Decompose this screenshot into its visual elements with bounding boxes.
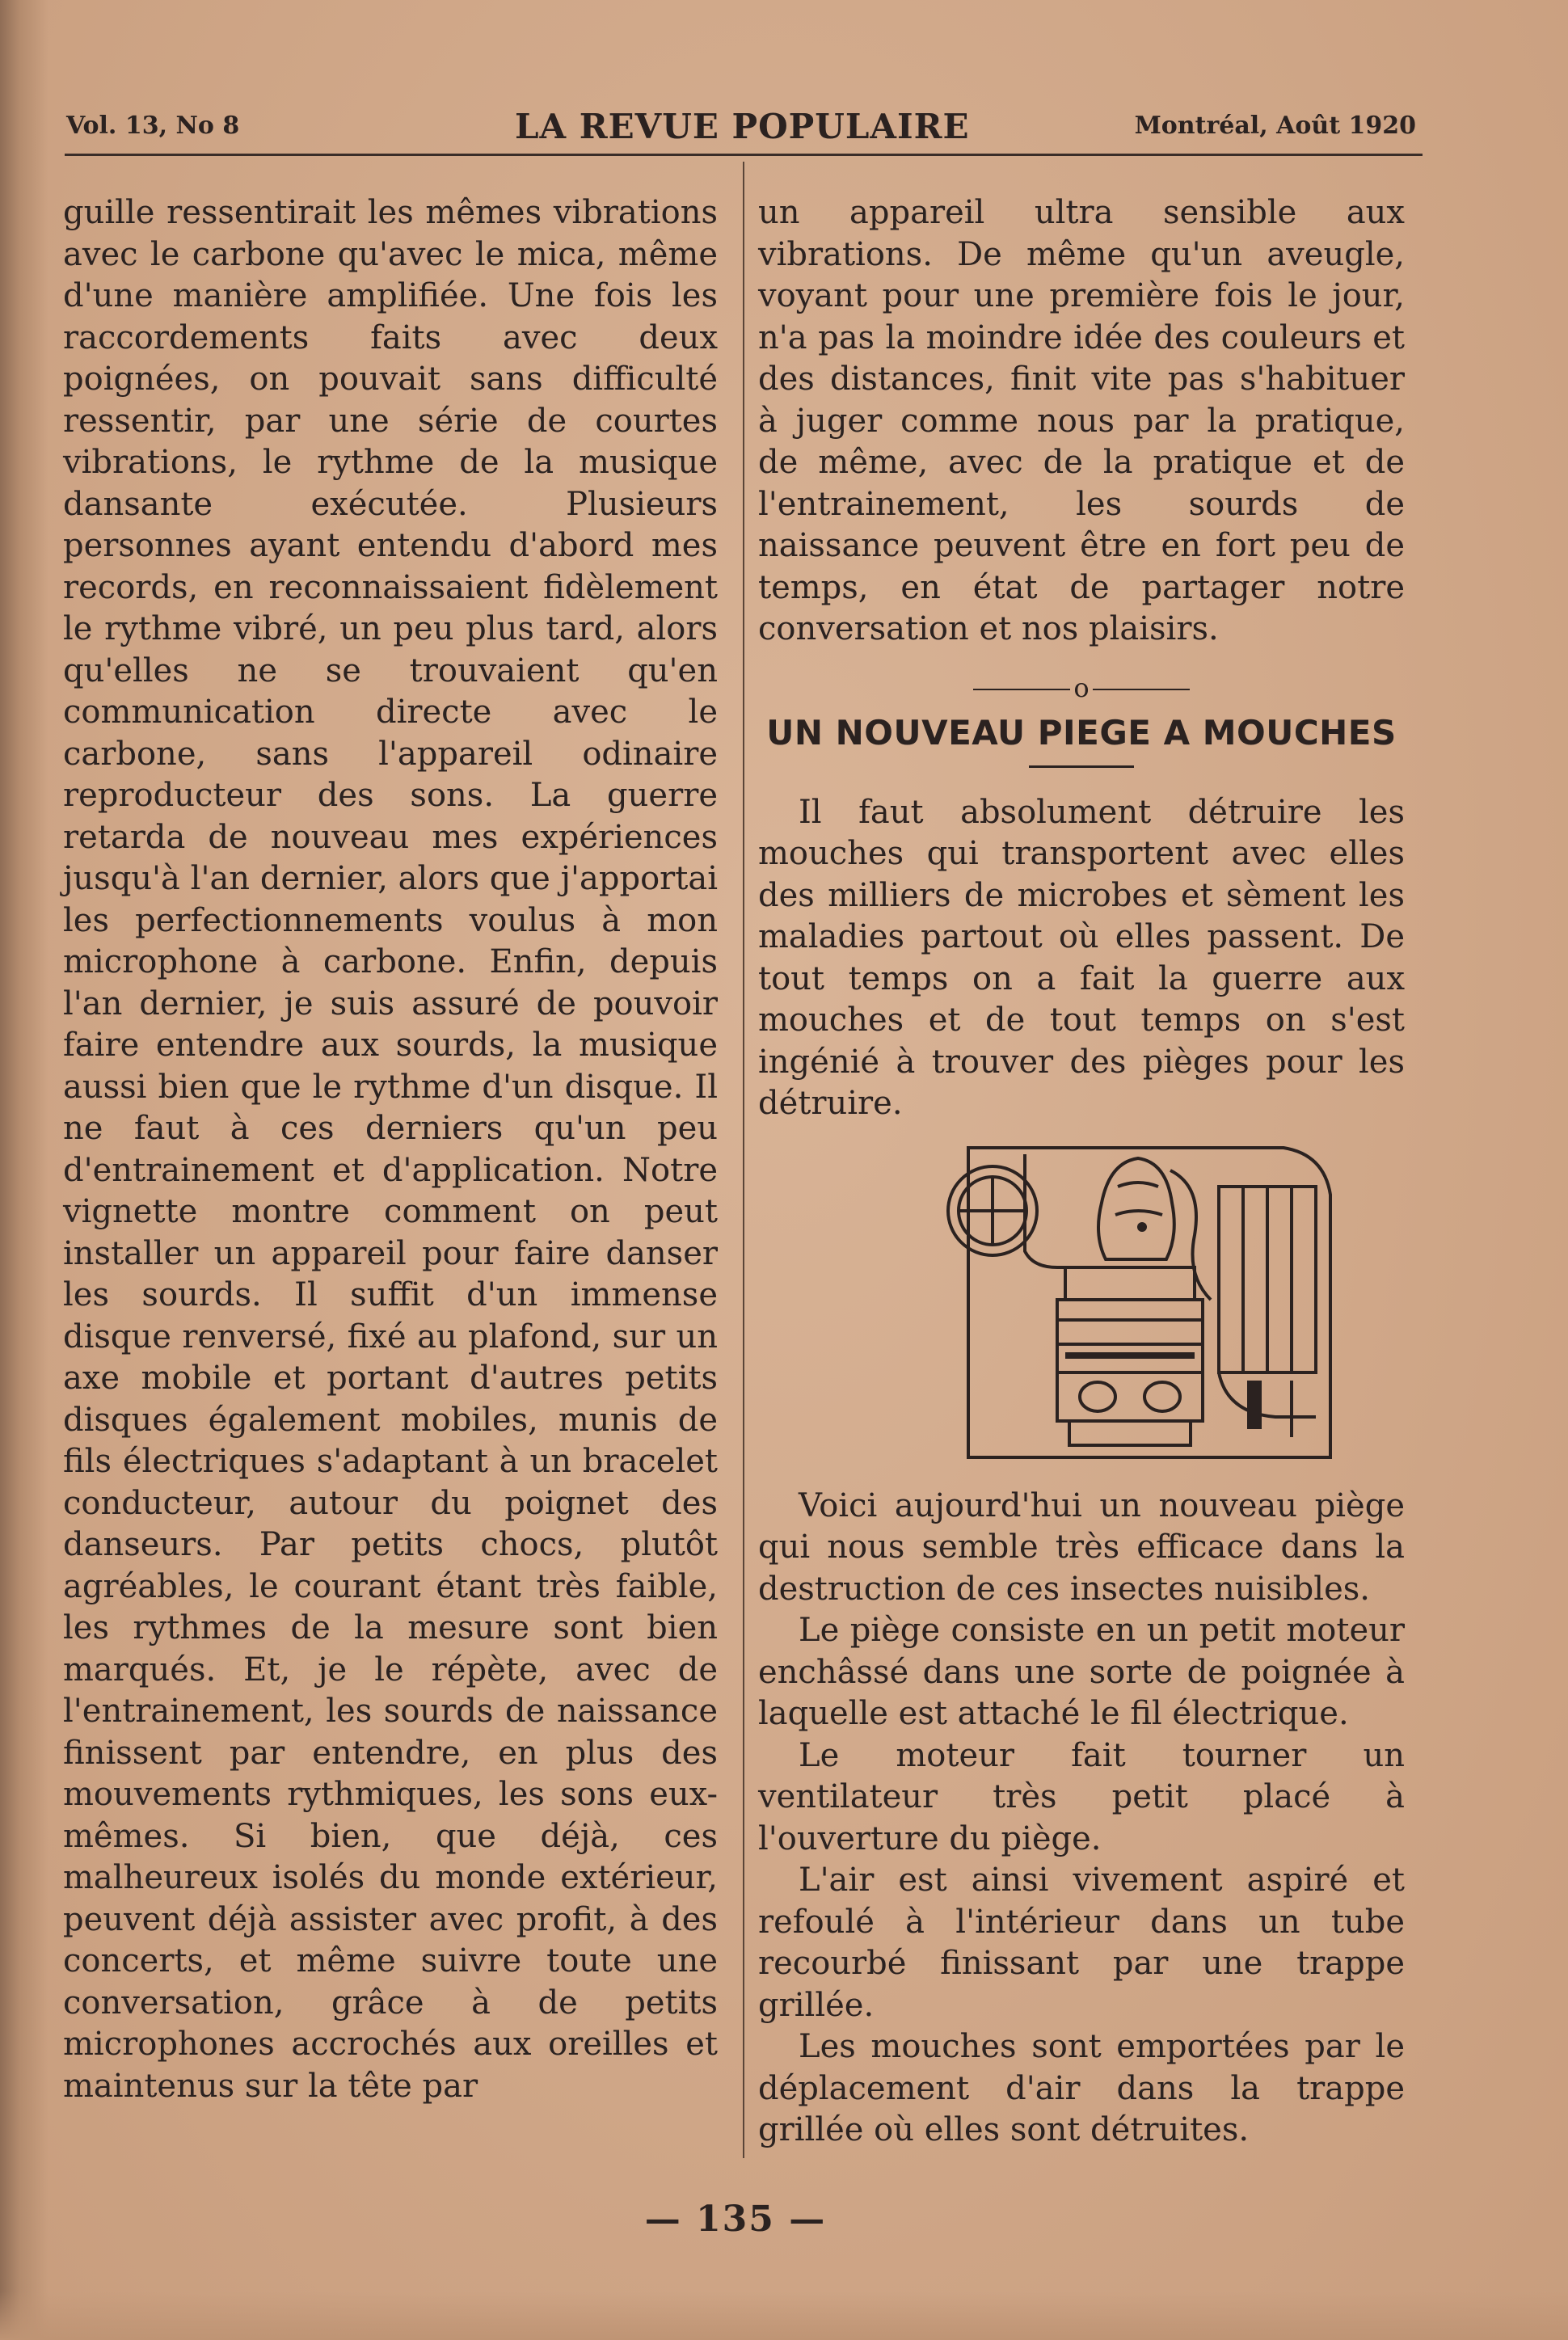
paragraph-motor: Le piège consiste en un petit moteur enchâssé dans une sorte de poignée à laquelle est attaché le fil électrique. xyxy=(758,1612,1405,1732)
header-rule xyxy=(65,154,1423,156)
left-column xyxy=(63,192,718,2107)
page-edge-shadow xyxy=(0,0,48,2340)
page-bottom-edge xyxy=(0,2292,1568,2340)
article-continuation-text: guille ressentirait les mêmes vibrations avec le carbone qu'avec le mica, même d'une manière amplifiée. Une fois les raccordements faits avec deux poignées, on pouvait sans difficulté ressentir, par une série de courtes vibrations, le rythme de la musique dansante exécutée. Plusieurs personnes ayant entendu d'abord mes records, en reconnaissaient fidèlement le rythme vibré, un peu plus tard, alors qu'elles ne se trouvaient qu'en communication directe avec le carbone, sans l'appareil odinaire reproducteur des sons. La guerre retarda de nouveau mes expériences jusqu'à l'an dernier, alors que j'apportai les perfectionnements voulus à mon microphone à carbone. Enfin, depuis l'an dernier, je suis assuré de pouvoir faire entendre aux sourds, la musique aussi bien que le rythme d'un disque. Il ne faut à ces derniers qu'un peu d'entrainement et d'application. Notre vignette montre comment on peut installer un appareil pour faire danser les sourds. Il suffit d'un immense disque renversé, fixé au plafond, sur un axe mobile et portant d'autres petits disques également mobiles, munis de fils électriques s'adaptant à un bracelet conducteur, autour du poignet des danseurs. Par petits chocs, plutôt agréables, le courant étant très faible, les rythmes de la mesure sont bien marqués. Et, je le répète, avec de l'entrainement, les sourds de naissance finissent par entendre, en plus des mouvements rythmiques, les sons eux-mêmes. Si bien, que déjà, ces malheureux isolés du monde extérieur, peuvent déjà assister avec profit, à des concerts, et même suivre toute une conversation, grâce à de petits microphones accrochés aux oreilles et maintenus sur la tête par xyxy=(63,194,718,2105)
section-separator xyxy=(758,673,1405,702)
paragraph-flies: Les mouches sont emportées par le déplacement d'air dans la trappe grillée où elles sont détruites. xyxy=(758,2028,1405,2148)
paragraph-intro: Il faut absolument détruire les mouches qui transportent avec elles des milliers de microbes et sèment les maladies partout où elles passent. De tout temps on a fait la guerre aux mouches et de tout temps on s'est ingénié à trouver des pièges pour les détruire. xyxy=(758,793,1405,1122)
place-date: Montréal, Août 1920 xyxy=(1134,112,1416,140)
paragraph-fan: Le moteur fait tourner un ventilateur très petit placé à l'ouverture du piège. xyxy=(758,1736,1405,1857)
article-conclusion-text: un appareil ultra sensible aux vibrations. De même qu'un aveugle, voyant pour une première fois le jour, n'a pas la moindre idée des couleurs et des distances, finit vite pas s'habituer à juger comme nous par la pratique, de même, avec de la pratique et de l'entrainement, les sourds de naissance peuvent être en fort peu de temps, en état de partager notre conversation et nos plaisirs. xyxy=(758,194,1405,647)
article-title: UN NOUVEAU PIEGE A MOUCHES xyxy=(766,712,1397,753)
page-number: — 135 — xyxy=(644,2199,827,2240)
publication-title: LA REVUE POPULAIRE xyxy=(515,107,970,146)
paragraph-air: L'air est ainsi vivement aspiré et refoulé à l'intérieur dans un tube recourbé finissant par une trappe grillée. xyxy=(758,1861,1405,2024)
title-rule xyxy=(1029,765,1134,768)
right-column xyxy=(758,192,1405,2152)
fly-trap-illustration-icon xyxy=(936,1138,1405,1469)
column-divider xyxy=(743,162,744,2158)
volume-issue: Vol. 13, No 8 xyxy=(66,112,240,140)
running-header xyxy=(66,103,1416,152)
paragraph-description: Voici aujourd'hui un nouveau piège qui nous semble très efficace dans la destruction de ces insectes nuisibles. xyxy=(758,1486,1405,1608)
separator-ornament: o xyxy=(1073,672,1090,703)
